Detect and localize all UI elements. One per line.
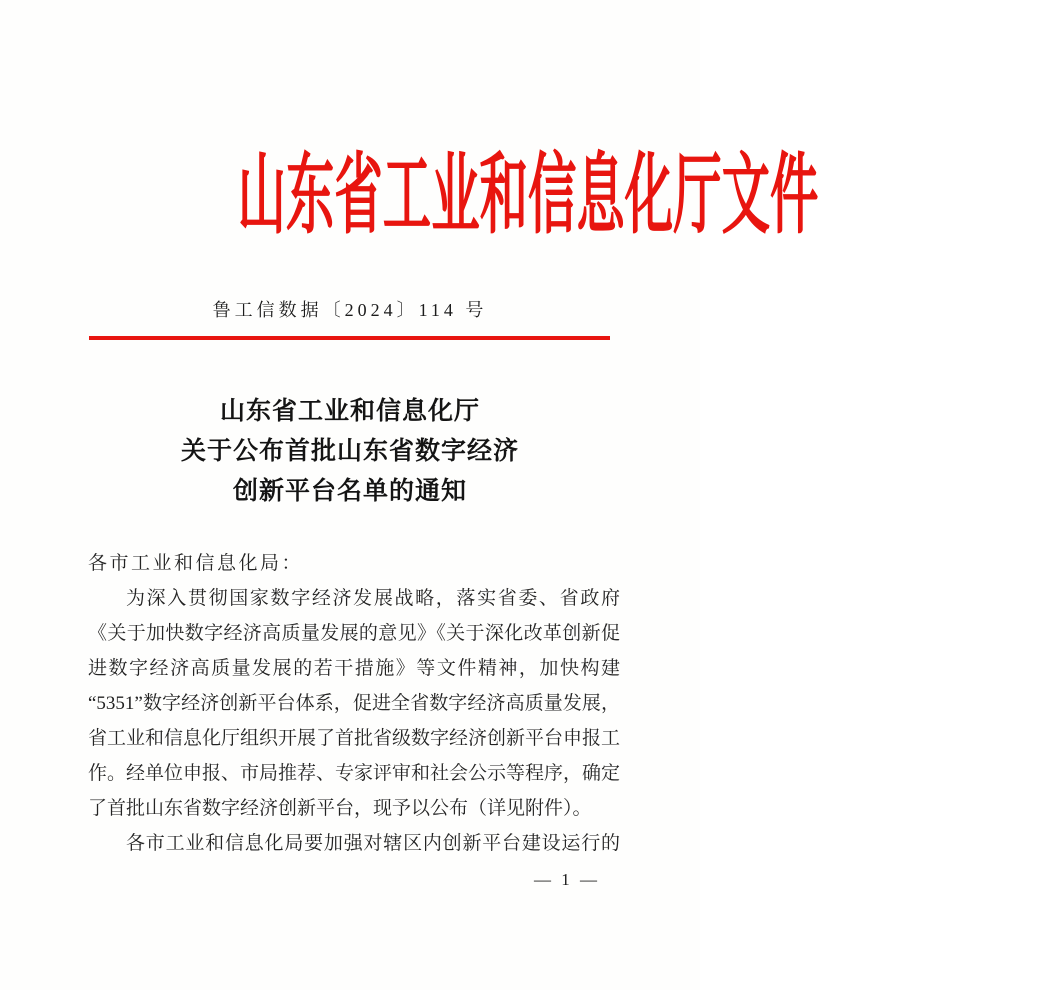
letterhead: [0, 148, 819, 245]
document-title-line-1: 山东省工业和信息化厅: [219, 398, 480, 425]
body-line: 为深入贯彻国家数字经济发展战略，落实省委、省政府: [126, 588, 620, 609]
document-title-line-2: 关于公布首批山东省数字经济: [180, 438, 519, 465]
body-line: 省工业和信息化厅组织开展了首批省级数字经济创新平台申报工: [88, 728, 621, 749]
body-line: 进数字经济高质量发展的若干措施》等文件精神，加快构建: [88, 658, 620, 679]
document-title: [0, 392, 700, 512]
letterhead-title: 山东省工业和信息化厅文件: [237, 148, 819, 245]
body-text: [88, 546, 620, 861]
salutation: 各市工业和信息化局：: [88, 553, 304, 574]
document-number: 鲁工信数据〔2024〕114 号: [212, 300, 488, 320]
document-title-line-3: 创新平台名单的通知: [232, 478, 467, 505]
body-line: 《关于加快数字经济高质量发展的意见》《关于深化改革创新促: [88, 623, 620, 644]
body-line: “5351”数字经济创新平台体系，促进全省数字经济高质量发展，: [88, 693, 620, 714]
body-line: 了首批山东省数字经济创新平台，现予以公布（详见附件）。: [88, 798, 592, 819]
red-divider-line: [89, 336, 610, 340]
page-number: — 1 —: [534, 870, 600, 889]
body-line: 作。经单位申报、市局推荐、专家评审和社会公示等程序，确定: [88, 763, 621, 784]
body-line: 各市工业和信息化局要加强对辖区内创新平台建设运行的: [126, 833, 620, 854]
